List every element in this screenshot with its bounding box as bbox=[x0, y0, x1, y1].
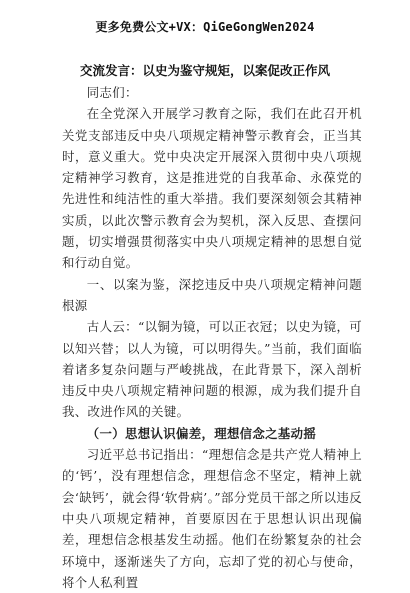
paragraph-last: 习近平总书记指出：“理想信念是共产党人精神上的‘钙’，没有理想信念，理想信念不坚定，精神上就会‘缺钙’，就会得‘软骨病’。”部分党员干部之所以违反中央八项规定精神，首要原因在于思想认识出现偏差，理想信念根基发生动摇。他们在纷繁复杂的社会环境中，逐渐迷失了方向，忘却了党的初心与使命，将个人私利置 bbox=[62, 447, 362, 590]
document-title: 交流发言：以史为鉴守规矩，以案促改正作风 bbox=[79, 63, 330, 78]
greeting: 同志们： bbox=[86, 85, 138, 100]
subsection-heading: （一）思想认识偏差，理想信念之基动摇 bbox=[86, 425, 317, 441]
paragraph-intro: 在全党深入开展学习教育之际，我们在此召开机关党支部违反中央八项规定精神警示教育会，正当其时，意义重大。党中央决定开展深入贯彻中央八项规定精神学习教育，这是推进党的自我革命、永葆党的先进性和纯洁性的重大举措。我们要深刻领会其精神实质，以此次警示教育会为契机，深入反思、查摆问题，切实增强贯彻落实中央八项规定精神的思想自觉和行动自觉。 bbox=[62, 106, 362, 271]
section-heading: 一、以案为鉴，深挖违反中央八项规定精神问题根源 bbox=[62, 276, 362, 313]
promo-header: 更多免费公文+VX：QiGeGongWen2024 bbox=[95, 20, 315, 34]
paragraph-quote: 古人云：“以铜为镜，可以正衣冠；以史为镜，可以知兴替；以人为镜，可以明得失。”当前，我们面临着诸多复杂问题与严峻挑战，在此背景下，深入剖析违反中央八项规定精神问题的根源，成为我们提升自我、改进作风的关键。 bbox=[62, 319, 362, 420]
document-body bbox=[62, 82, 362, 593]
